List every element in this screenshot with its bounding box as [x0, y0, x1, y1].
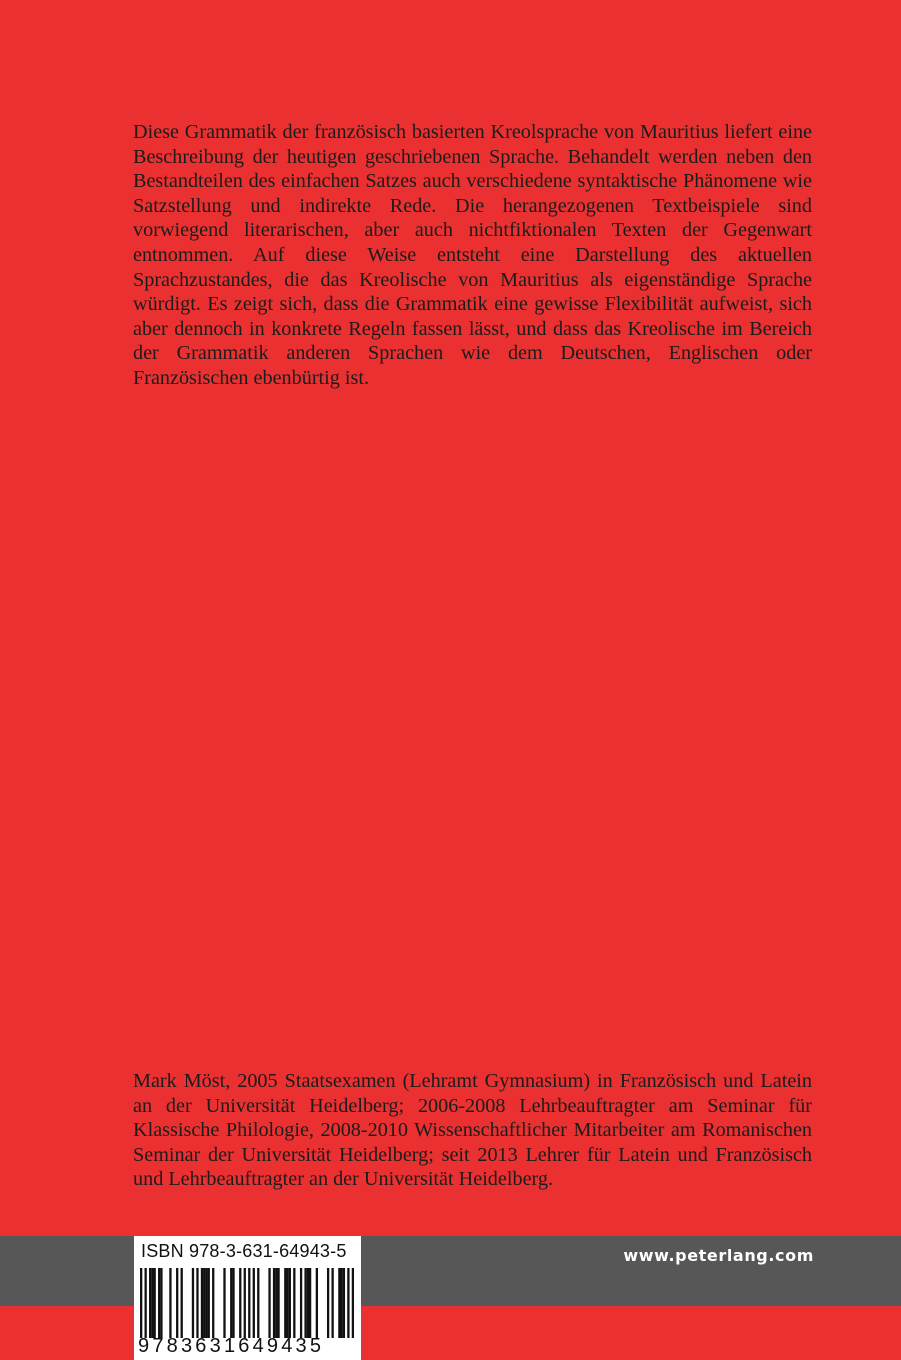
- barcode-bar: [289, 1268, 291, 1338]
- barcode-bar: [253, 1268, 255, 1338]
- barcode-bar: [268, 1268, 270, 1338]
- barcode-bar: [158, 1268, 160, 1338]
- barcode-bar: [169, 1268, 171, 1338]
- barcode-bar: [208, 1268, 210, 1338]
- barcode-bar: [307, 1268, 309, 1338]
- barcode-bar: [154, 1268, 156, 1338]
- barcode-bar: [205, 1268, 207, 1338]
- barcode-bar: [244, 1268, 246, 1338]
- barcode-bar: [176, 1268, 178, 1338]
- barcode-bar: [160, 1268, 162, 1338]
- barcode-digits: 9783631649435: [138, 1335, 325, 1357]
- isbn-prefix: ISBN: [141, 1241, 184, 1261]
- isbn-barcode-panel: [134, 1236, 361, 1360]
- barcode-bar: [316, 1268, 318, 1338]
- barcode-bar: [343, 1268, 345, 1338]
- barcode-bar: [304, 1268, 306, 1338]
- barcode-bar: [196, 1268, 198, 1338]
- barcode-bar: [277, 1268, 279, 1338]
- publisher-website: www.peterlang.com: [623, 1246, 814, 1265]
- barcode-bar: [293, 1268, 295, 1338]
- barcode-bar: [212, 1268, 214, 1338]
- barcode-bar: [149, 1268, 151, 1338]
- barcode-bar: [284, 1268, 286, 1338]
- barcode-bar: [286, 1268, 288, 1338]
- barcode-bar: [273, 1268, 275, 1338]
- barcode-bar: [232, 1268, 234, 1338]
- barcode-bar: [201, 1268, 203, 1338]
- isbn-number: 978-3-631-64943-5: [189, 1241, 347, 1261]
- barcode-bar: [309, 1268, 311, 1338]
- barcode-bar: [248, 1268, 250, 1338]
- blurb-text: Diese Grammatik der französisch basierten Kreolsprache von Mauritius liefert eine Beschreibung der heutigen geschriebenen Sprache. Behandelt werden neben den Bestandteilen des einfachen Satzes auch verschiedene syntaktische Phänomene wie Satzstellung und indirekte Rede. Die herangezogenen Textbeispiele sind vorwiegend literarischen, aber auch nichtfiktionalen Texten der Gegenwart entnommen. Auf diese Weise entsteht eine Darstellung des aktuellen Sprachzustandes, die das Kreolische von Mauritius als eigenständige Sprache würdigt. Es zeigt sich, dass die Grammatik eine gewisse Flexibilität aufweist, sich aber dennoch in konkrete Regeln fassen lässt, und dass das Kreolische im Bereich der Grammatik anderen Sprachen wie dem Deutschen, Englischen oder Französischen ebenbürtig ist.: [133, 121, 812, 389]
- barcode-bar: [275, 1268, 277, 1338]
- barcode-bar: [151, 1268, 153, 1338]
- barcode-bar: [223, 1268, 225, 1338]
- barcode-bar: [257, 1268, 259, 1338]
- barcode-bar: [300, 1268, 302, 1338]
- barcode-bar: [239, 1268, 241, 1338]
- barcode-bar: [181, 1268, 183, 1338]
- barcode-bar: [347, 1268, 349, 1338]
- author-bio: Mark Möst, 2005 Staatsexamen (Lehramt Gymnasium) in Französisch und Latein an der Universität Heidelberg; 2006-2008 Lehrbeauftragter am Seminar für Klassische Philologie, 2008-2010 Wissenschaftlicher Mitarbeiter am Romanischen Seminar der Universität Heidelberg; seit 2013 Lehrer für Latein und Französisch und Lehrbeauftragter an der Universität Heidelberg.: [133, 1070, 812, 1191]
- barcode-bar: [340, 1268, 342, 1338]
- barcode-bar: [145, 1268, 147, 1338]
- barcode-bar: [192, 1268, 194, 1338]
- isbn-label: [141, 1241, 347, 1262]
- barcode-bar: [203, 1268, 205, 1338]
- barcode-image: [140, 1268, 354, 1338]
- barcode-bar: [327, 1268, 329, 1338]
- barcode-bar: [331, 1268, 333, 1338]
- barcode-bar: [338, 1268, 340, 1338]
- barcode-bar: [230, 1268, 232, 1338]
- barcode-bar: [352, 1268, 354, 1338]
- barcode-bar: [140, 1268, 142, 1338]
